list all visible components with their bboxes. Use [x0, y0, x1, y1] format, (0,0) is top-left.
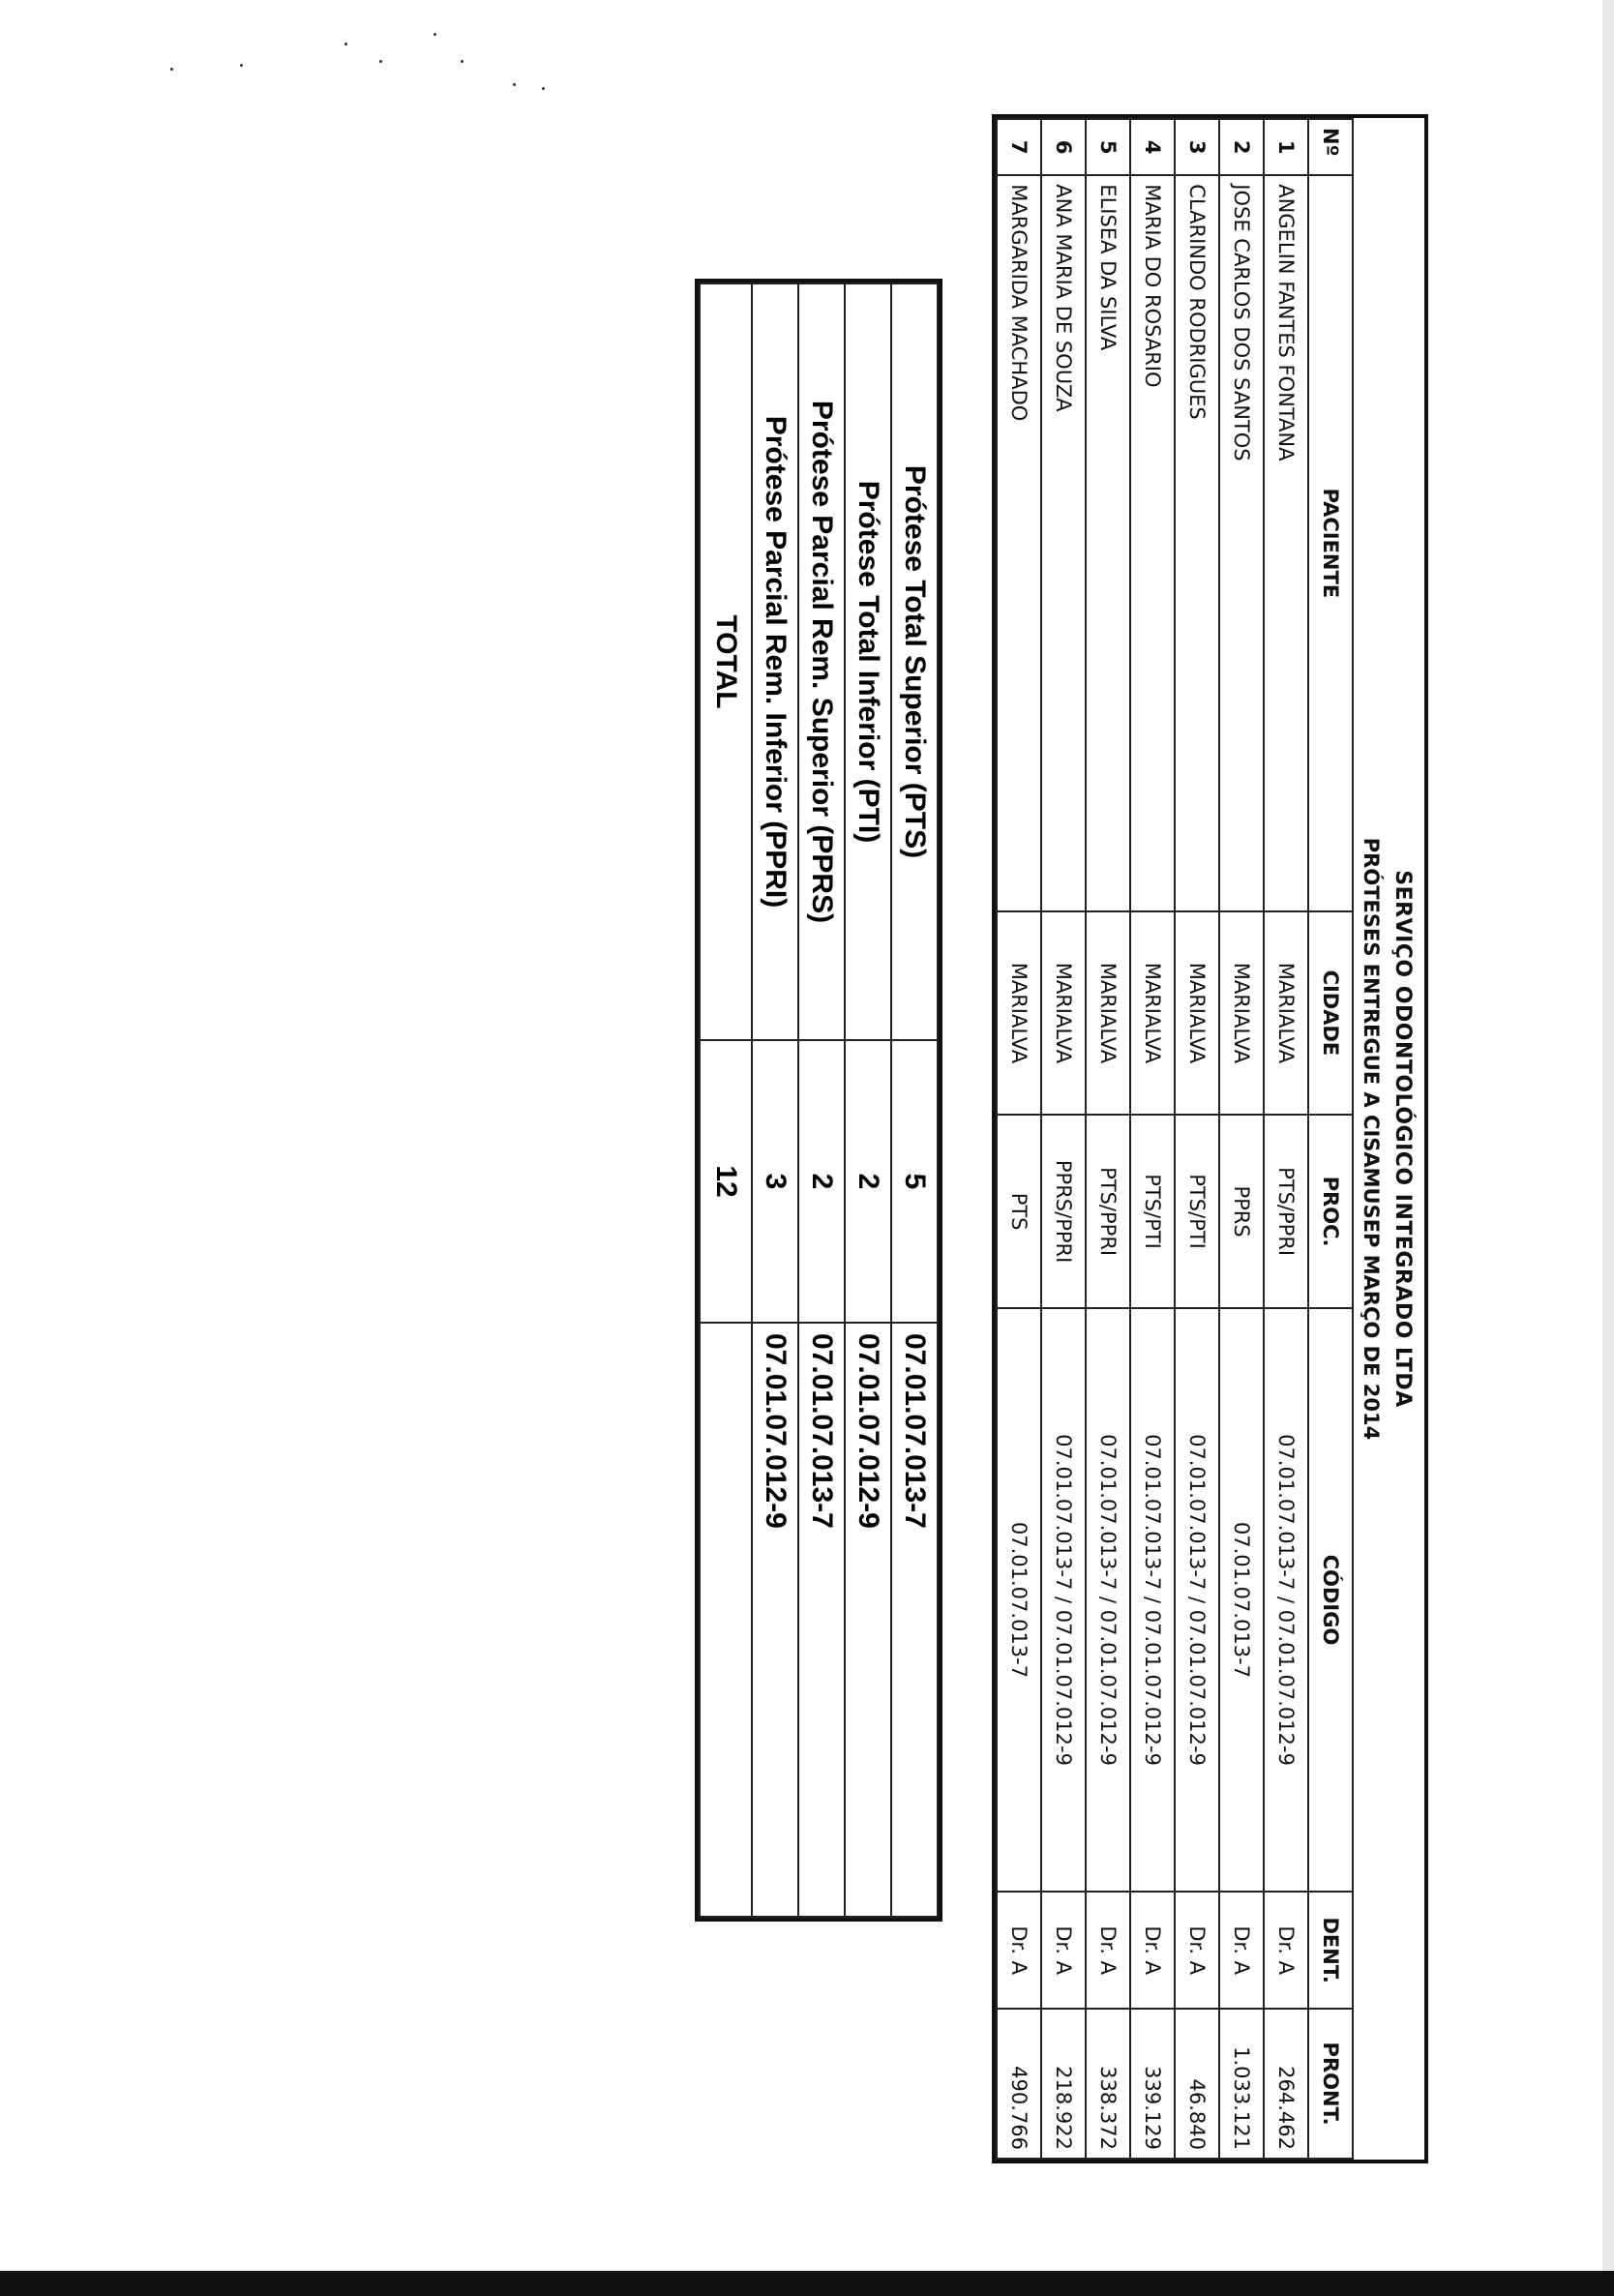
scan-speck — [379, 60, 382, 63]
row-proc: PTS/PPRI — [1264, 1115, 1308, 1308]
row-number: 5 — [1086, 119, 1130, 175]
summary-codigo: 07.01.07.012-9 — [752, 1323, 798, 1917]
row-dent: Dr. A — [1175, 1892, 1219, 2009]
company-title: SERVIÇO ODONTOLÓGICO INTEGRADO LTDA — [1390, 870, 1415, 1408]
row-pront: 339.129 — [1130, 2009, 1175, 2159]
total-value: 12 — [700, 1040, 752, 1323]
row-cidade: MARIALVA — [997, 911, 1041, 1116]
row-dent: Dr. A — [1041, 1892, 1086, 2009]
row-paciente: ANGELIN FANTES FONTANA — [1264, 175, 1308, 910]
row-number: 6 — [1041, 119, 1086, 175]
row-paciente: JOSE CARLOS DOS SANTOS — [1219, 175, 1264, 910]
summary-row — [752, 283, 798, 1917]
scan-edge-right — [1602, 0, 1614, 2296]
row-cidade: MARIALVA — [1130, 911, 1175, 1116]
summary-row — [891, 283, 938, 1917]
header-pront: PRONT. — [1308, 2009, 1353, 2159]
header-number: Nº — [1308, 119, 1353, 175]
row-codigo: 07.01.07.013-7 / 07.01.07.012-9 — [1086, 1308, 1130, 1892]
row-paciente: ANA MARIA DE SOUZA — [1041, 175, 1086, 910]
row-dent: Dr. A — [1264, 1892, 1308, 2009]
row-number: 3 — [1175, 119, 1219, 175]
patient-table — [996, 118, 1354, 2160]
row-proc: PTS — [997, 1115, 1041, 1308]
row-codigo: 07.01.07.013-7 — [1219, 1308, 1264, 1892]
total-empty-cell — [700, 1323, 752, 1917]
row-codigo: 07.01.07.013-7 — [997, 1308, 1041, 1892]
row-dent: Dr. A — [1219, 1892, 1264, 2009]
row-number: 2 — [1219, 119, 1264, 175]
row-proc: PPRS — [1219, 1115, 1264, 1308]
rotated-document — [132, 114, 1428, 2165]
scan-speck — [240, 64, 243, 67]
row-pront: 1.033.121 — [1219, 2009, 1264, 2159]
summary-codigo: 07.01.07.013-7 — [798, 1323, 845, 1917]
row-dent: Dr. A — [1086, 1892, 1130, 2009]
row-paciente: MARGARIDA MACHADO — [997, 175, 1041, 910]
summary-label: Prótese Total Inferior (PTI) — [845, 283, 891, 1040]
row-pront: 264.462 — [1264, 2009, 1308, 2159]
row-number: 1 — [1264, 119, 1308, 175]
row-proc: PPRS/PPRI — [1041, 1115, 1086, 1308]
row-dent: Dr. A — [997, 1892, 1041, 2009]
row-cidade: MARIALVA — [1264, 911, 1308, 1116]
summary-row — [798, 283, 845, 1917]
scan-speck — [170, 68, 173, 71]
row-codigo: 07.01.07.013-7 / 07.01.07.012-9 — [1041, 1308, 1086, 1892]
table-row — [1264, 119, 1308, 2159]
header-proc: PROC. — [1308, 1115, 1353, 1308]
header-dent: DENT. — [1308, 1892, 1353, 2009]
summary-value: 3 — [752, 1040, 798, 1323]
summary-label: Prótese Parcial Rem. Superior (PPRS) — [798, 283, 845, 1040]
row-proc: PTS/PTI — [1175, 1115, 1219, 1308]
table-row — [1175, 119, 1219, 2159]
scan-edge-bottom — [0, 2271, 1614, 2296]
table-row — [1130, 119, 1175, 2159]
row-codigo: 07.01.07.013-7 / 07.01.07.012-9 — [1130, 1308, 1175, 1892]
header-codigo: CÓDIGO — [1308, 1308, 1353, 1892]
summary-codigo: 07.01.07.012-9 — [845, 1323, 891, 1917]
header-paciente: PACIENTE — [1308, 175, 1353, 910]
table-header-row — [1308, 119, 1353, 2159]
row-proc: PTS/PPRI — [1086, 1115, 1130, 1308]
row-pront: 490.766 — [997, 2009, 1041, 2159]
row-number: 4 — [1130, 119, 1175, 175]
summary-total-row — [700, 283, 752, 1917]
row-cidade: MARIALVA — [1175, 911, 1219, 1116]
summary-row — [845, 283, 891, 1917]
row-dent: Dr. A — [1130, 1892, 1175, 2009]
patient-list-frame — [992, 114, 1428, 2163]
table-row — [1219, 119, 1264, 2159]
report-subtitle: PRÓTESES ENTREGUE A CISAMUSEP MARÇO DE 2014 — [1360, 837, 1383, 1441]
row-paciente: ELISEA DA SILVA — [1086, 175, 1130, 910]
summary-label: Prótese Parcial Rem. Inferior (PPRI) — [752, 283, 798, 1040]
table-row — [1086, 119, 1130, 2159]
row-codigo: 07.01.07.013-7 / 07.01.07.012-9 — [1264, 1308, 1308, 1892]
row-number: 7 — [997, 119, 1041, 175]
scan-speck — [513, 83, 516, 86]
row-pront: 338.372 — [1086, 2009, 1130, 2159]
row-codigo: 07.01.07.013-7 / 07.01.07.012-9 — [1175, 1308, 1219, 1892]
row-paciente: CLARINDO RODRIGUES — [1175, 175, 1219, 910]
scan-speck — [542, 87, 545, 90]
row-cidade: MARIALVA — [1041, 911, 1086, 1116]
scan-speck — [344, 43, 347, 45]
summary-value: 2 — [845, 1040, 891, 1323]
summary-label: Prótese Total Superior (PTS) — [891, 283, 938, 1040]
summary-codigo: 07.01.07.013-7 — [891, 1323, 938, 1917]
summary-value: 2 — [798, 1040, 845, 1323]
scan-speck — [433, 33, 436, 36]
row-cidade: MARIALVA — [1219, 911, 1264, 1116]
table-row — [1041, 119, 1086, 2159]
row-paciente: MARIA DO ROSARIO — [1130, 175, 1175, 910]
summary-table — [699, 283, 939, 1918]
header-cidade: CIDADE — [1308, 911, 1353, 1116]
row-cidade: MARIALVA — [1086, 911, 1130, 1116]
summary-value: 5 — [891, 1040, 938, 1323]
total-label: TOTAL — [700, 283, 752, 1040]
scan-speck — [461, 60, 463, 63]
row-proc: PTS/PTI — [1130, 1115, 1175, 1308]
summary-frame — [695, 279, 942, 1922]
table-row — [997, 119, 1041, 2159]
row-pront: 46.840 — [1175, 2009, 1219, 2159]
row-pront: 218.922 — [1041, 2009, 1086, 2159]
